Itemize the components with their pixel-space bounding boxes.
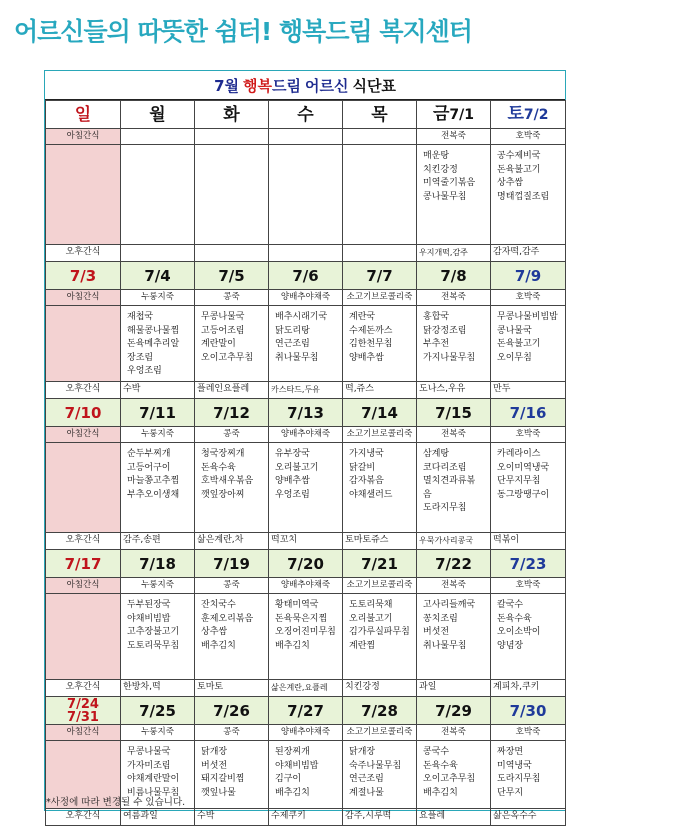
meal-cell <box>343 443 417 533</box>
meal-label-cell <box>46 594 121 680</box>
snack-cell: 플레인요플레 <box>195 382 269 399</box>
lunch-menu-row <box>46 145 566 245</box>
date-cell: 7/13 <box>269 399 343 427</box>
dish-item: 돈육불고기 <box>497 339 541 349</box>
snack-cell <box>269 245 343 262</box>
dish-item: 순두부찌개 <box>127 449 171 459</box>
porridge-cell: 소고기브로콜리죽 <box>343 427 417 443</box>
week-header-row <box>46 697 566 725</box>
dish-item: 배추김치 <box>275 787 310 798</box>
meal-cell <box>269 145 343 245</box>
porridge-cell: 양배추야채죽 <box>269 578 343 594</box>
snack-cell <box>195 245 269 262</box>
porridge-cell: 콩죽 <box>195 290 269 306</box>
week-header-row <box>46 262 566 290</box>
dish-item: 양념장 <box>497 640 524 651</box>
dish-item: 감자볶음 <box>349 476 384 486</box>
dish-item: 버섯전 <box>201 760 228 771</box>
date-cell: 7/7 <box>343 262 417 290</box>
dish-item: 명태껍질조림 <box>497 191 550 202</box>
dish-item: 오리불고기 <box>275 462 319 473</box>
title-month: 7월 <box>214 76 239 95</box>
dish-item: 계란말이 <box>201 339 236 349</box>
porridge-cell: 소고기브로콜리죽 <box>343 725 417 741</box>
dish-item: 고등어구이 <box>127 462 171 473</box>
dish-item: 오리불고기 <box>349 613 393 624</box>
afternoon-snack-row <box>46 680 566 697</box>
date-cell: 7/3 <box>46 262 121 290</box>
week-header-row <box>46 101 566 129</box>
dish-item: 야채비빔밥 <box>275 760 319 771</box>
dish-item: 청국장찌개 <box>201 449 245 459</box>
snack-cell: 떡꼬치 <box>269 533 343 550</box>
dish-item: 해물콩나물찜 <box>127 325 180 336</box>
snack-cell: 도나스,우유 <box>417 382 491 399</box>
snack-cell: 토마토쥬스 <box>343 533 417 550</box>
date-label: 7/31 <box>67 709 99 725</box>
day-name: 토 <box>507 104 524 124</box>
dish-item: 오이소박이 <box>497 627 541 637</box>
dish-item: 무콩나물국 <box>201 312 245 322</box>
porridge-cell: 양배추야채죽 <box>269 427 343 443</box>
snack-cell: 감주,송편 <box>121 533 195 550</box>
dish-item: 콩나물국 <box>497 325 532 336</box>
dish-item: 돼지갈비찜 <box>201 774 245 784</box>
snack-cell: 우지개떡,감주 <box>417 245 491 262</box>
dish-item: 숙주나물무침 <box>349 760 402 771</box>
afternoon-snack-label: 오후간식 <box>46 245 121 262</box>
dish-item: 연근조림 <box>349 774 384 784</box>
date-cell <box>46 697 121 725</box>
dish-item: 짜장면 <box>497 747 524 757</box>
dish-item: 닭개장 <box>349 747 376 757</box>
dish-item: 수제돈까스 <box>349 325 393 336</box>
porridge-cell: 소고기브로콜리죽 <box>343 290 417 306</box>
menu-sheet-title <box>45 71 565 100</box>
porridge-cell <box>121 129 195 145</box>
snack-cell: 수제쿠키 <box>269 809 343 826</box>
date-cell: 7/8 <box>417 262 491 290</box>
date-cell: 7/28 <box>343 697 417 725</box>
dish-item: 취나물무침 <box>275 352 319 363</box>
morning-snack-row <box>46 578 566 594</box>
dish-item: 미역냉국 <box>497 760 532 771</box>
meal-cell <box>491 594 566 680</box>
dish-item: 오이고추무침 <box>423 774 476 784</box>
porridge-cell: 전복죽 <box>417 290 491 306</box>
meal-cell <box>343 306 417 382</box>
porridge-cell: 호박죽 <box>491 725 566 741</box>
snack-cell: 삶은계란,차 <box>195 533 269 550</box>
dish-item: 상추쌈 <box>497 178 524 188</box>
dish-item: 연근조림 <box>275 339 310 349</box>
dish-item: 미역줄기볶음 <box>423 178 476 188</box>
dish-item: 양배추쌈 <box>275 476 310 486</box>
dish-item: 배추김치 <box>275 640 310 651</box>
date-cell: 7/22 <box>417 550 491 578</box>
morning-snack-row <box>46 290 566 306</box>
morning-snack-label: 아침간식 <box>46 427 121 443</box>
afternoon-snack-label: 오후간식 <box>46 680 121 697</box>
snack-cell: 우묵가사리콩국 <box>417 533 491 550</box>
snack-cell <box>343 245 417 262</box>
meal-menu-sheet <box>44 70 566 822</box>
dish-item: 호박새우볶음 <box>201 476 254 486</box>
dish-item: 도토리묵무침 <box>127 640 180 651</box>
meal-cell <box>121 443 195 533</box>
date-cell: 7/17 <box>46 550 121 578</box>
dish-item: 고추장불고기 <box>127 627 180 637</box>
dish-item: 삼계탕 <box>423 449 450 459</box>
day-name-cell <box>491 101 566 129</box>
dish-item: 깻잎장아찌 <box>201 489 245 500</box>
meal-cell <box>417 306 491 382</box>
date-cell: 7/20 <box>269 550 343 578</box>
title-text: 식단표 <box>352 76 396 95</box>
dish-item: 부추전 <box>423 339 450 349</box>
dish-item: 깻잎나물 <box>201 787 236 798</box>
meal-cell <box>417 145 491 245</box>
dish-item: 닭도리탕 <box>275 325 310 336</box>
date-cell: 7/27 <box>269 697 343 725</box>
dish-item: 야채계란말이 <box>127 774 180 784</box>
snack-cell: 수박 <box>195 809 269 826</box>
meal-cell <box>195 145 269 245</box>
porridge-cell: 전복죽 <box>417 578 491 594</box>
dish-item: 배추김치 <box>423 787 458 798</box>
dish-item: 취나물무침 <box>423 640 467 651</box>
date-cell: 7/21 <box>343 550 417 578</box>
meal-menu-table <box>45 100 566 826</box>
dish-item: 멸치견과류볶 <box>423 476 476 486</box>
snack-cell <box>121 245 195 262</box>
page-title: 어르신들의 따뜻한 쉼터! 행복드림 복지센터 <box>14 17 472 46</box>
afternoon-snack-row <box>46 382 566 399</box>
snack-cell: 치킨강정 <box>343 680 417 697</box>
meal-cell <box>195 306 269 382</box>
day-name: 화 <box>223 104 240 125</box>
snack-cell: 감자떡,감주 <box>491 245 566 262</box>
meal-cell <box>121 145 195 245</box>
meal-cell <box>343 145 417 245</box>
dish-item: 칼국수 <box>497 600 524 610</box>
dish-item: 황태미역국 <box>275 600 319 610</box>
snack-cell: 감주,시루떡 <box>343 809 417 826</box>
dish-item: 부추오이생채 <box>127 489 180 500</box>
snack-cell: 떡볶이 <box>491 533 566 550</box>
porridge-cell: 콩죽 <box>195 427 269 443</box>
date-label: 7/1 <box>449 107 475 123</box>
dish-item: 코다리조림 <box>423 462 467 473</box>
meal-cell <box>121 594 195 680</box>
date-cell: 7/5 <box>195 262 269 290</box>
dish-item: 무콩나물국 <box>127 747 171 757</box>
dish-item: 우엉조림 <box>127 366 162 376</box>
date-cell: 7/10 <box>46 399 121 427</box>
porridge-cell <box>195 129 269 145</box>
date-label: 7/24 <box>67 696 99 712</box>
dish-item: 무콩나물비빔밥 <box>497 312 558 322</box>
porridge-cell: 누룽지죽 <box>121 578 195 594</box>
porridge-cell: 누룽지죽 <box>121 427 195 443</box>
porridge-cell: 콩죽 <box>195 725 269 741</box>
dish-item: 도라지무침 <box>497 774 541 784</box>
snack-cell: 카스타드,두유 <box>269 382 343 399</box>
day-name: 수 <box>297 104 314 125</box>
morning-snack-label: 아침간식 <box>46 290 121 306</box>
dish-item: 오징어진미무침 <box>275 627 336 637</box>
dish-item: 단무지무침 <box>497 476 541 486</box>
dish-item: 돈육수육 <box>423 760 458 771</box>
afternoon-snack-row <box>46 245 566 262</box>
dish-item: 훈제오리볶음 <box>201 613 254 624</box>
title-audience: 어르신 <box>304 76 349 95</box>
meal-cell <box>491 145 566 245</box>
day-name: 일 <box>74 104 92 125</box>
porridge-cell: 호박죽 <box>491 290 566 306</box>
meal-label-cell <box>46 306 121 382</box>
day-name-cell <box>121 101 195 129</box>
dish-item: 돈육수육 <box>201 462 236 473</box>
porridge-cell: 양배추야채죽 <box>269 290 343 306</box>
snack-cell: 삶은옥수수 <box>491 809 566 826</box>
date-cell: 7/25 <box>121 697 195 725</box>
snack-cell: 만두 <box>491 382 566 399</box>
title-brand: 행복드림 <box>243 76 301 95</box>
dish-item: 카레라이스 <box>497 449 541 459</box>
dish-item: 고사리들깨국 <box>423 600 476 610</box>
meal-cell <box>269 741 343 809</box>
dish-item: 야채샐러드 <box>349 489 393 500</box>
porridge-cell: 호박죽 <box>491 578 566 594</box>
dish-item: 꽁치조림 <box>423 613 458 624</box>
meal-label-cell <box>46 443 121 533</box>
dish-item: 김가루실파무침 <box>349 627 410 637</box>
meal-cell <box>269 306 343 382</box>
dish-item: 배추시래기국 <box>275 312 328 322</box>
snack-cell: 수박 <box>121 382 195 399</box>
porridge-cell <box>269 129 343 145</box>
week-header-row <box>46 550 566 578</box>
porridge-cell: 누룽지죽 <box>121 290 195 306</box>
porridge-cell: 소고기브로콜리죽 <box>343 578 417 594</box>
morning-snack-label: 아침간식 <box>46 725 121 741</box>
dish-item: 가지나물무침 <box>423 352 476 363</box>
meal-label-cell <box>46 145 121 245</box>
dish-item: 비름나물무침 <box>127 787 180 798</box>
dish-item: 야채비빔밥 <box>127 613 171 624</box>
dish-item: 오이무침 <box>497 352 532 363</box>
meal-cell <box>343 741 417 809</box>
morning-snack-label: 아침간식 <box>46 578 121 594</box>
morning-snack-label: 아침간식 <box>46 129 121 145</box>
afternoon-snack-row <box>46 809 566 826</box>
meal-cell <box>269 443 343 533</box>
dish-item: 오이고추무침 <box>201 352 254 363</box>
meal-cell <box>343 594 417 680</box>
dish-item: 계란국 <box>349 312 376 322</box>
afternoon-snack-label: 오후간식 <box>46 809 121 826</box>
day-name: 월 <box>149 104 166 125</box>
dish-item: 가지냉국 <box>349 449 384 459</box>
date-cell: 7/14 <box>343 399 417 427</box>
dish-item: 닭강정조림 <box>423 325 467 336</box>
porridge-cell: 전복죽 <box>417 725 491 741</box>
day-name: 목 <box>371 104 388 125</box>
dish-item: 우엉조림 <box>275 489 310 500</box>
dish-item: 공수제비국 <box>497 151 541 161</box>
meal-cell <box>121 306 195 382</box>
date-cell: 7/9 <box>491 262 566 290</box>
snack-cell: 여름과일 <box>121 809 195 826</box>
dish-item: 도토리묵채 <box>349 600 393 610</box>
date-cell: 7/18 <box>121 550 195 578</box>
date-cell: 7/12 <box>195 399 269 427</box>
date-cell: 7/26 <box>195 697 269 725</box>
meal-cell <box>417 741 491 809</box>
snack-cell: 떡,쥬스 <box>343 382 417 399</box>
snack-cell: 과일 <box>417 680 491 697</box>
dish-item: 콩국수 <box>423 747 450 757</box>
dish-item: 단무지 <box>497 787 524 798</box>
dish-item: 된장찌개 <box>275 747 310 757</box>
day-name: 금 <box>432 104 450 124</box>
dish-item: 콩나물무침 <box>423 191 467 202</box>
day-name-cell <box>195 101 269 129</box>
dish-item: 닭개장 <box>201 747 228 757</box>
date-cell: 7/23 <box>491 550 566 578</box>
dish-item: 김한천무침 <box>349 339 393 349</box>
afternoon-snack-label: 오후간식 <box>46 533 121 550</box>
dish-item: 배추김치 <box>201 640 236 651</box>
dish-item: 양배추쌈 <box>349 352 384 363</box>
date-cell: 7/30 <box>491 697 566 725</box>
date-cell: 7/11 <box>121 399 195 427</box>
morning-snack-row <box>46 427 566 443</box>
porridge-cell: 호박죽 <box>491 129 566 145</box>
porridge-cell: 전복죽 <box>417 129 491 145</box>
meal-cell <box>491 741 566 809</box>
dish-item: 돈육묵은지찜 <box>275 613 328 624</box>
dish-item: 재첩국 <box>127 312 154 322</box>
snack-cell: 삶은계란,요플레 <box>269 680 343 697</box>
dish-item: 잔치국수 <box>201 600 236 610</box>
dish-item: 홍합국 <box>423 312 450 322</box>
dish-item: 두부된장국 <box>127 600 171 610</box>
porridge-cell: 양배추야채죽 <box>269 725 343 741</box>
date-cell: 7/29 <box>417 697 491 725</box>
dish-item: 계절나물 <box>349 787 384 798</box>
meal-cell <box>195 741 269 809</box>
day-name-cell <box>417 101 491 129</box>
porridge-cell: 누룽지죽 <box>121 725 195 741</box>
dish-item: 마늘쫑고추찜 <box>127 476 180 486</box>
date-cell: 7/4 <box>121 262 195 290</box>
dish-item: 돈육불고기 <box>497 164 541 175</box>
porridge-cell: 호박죽 <box>491 427 566 443</box>
dish-item: 음 <box>423 489 432 500</box>
porridge-cell: 전복죽 <box>417 427 491 443</box>
day-name-cell <box>269 101 343 129</box>
date-cell: 7/6 <box>269 262 343 290</box>
lunch-menu-row <box>46 306 566 382</box>
morning-snack-row <box>46 129 566 145</box>
dish-item: 돈육수육 <box>497 613 532 624</box>
day-name-cell <box>46 101 121 129</box>
dish-item: 치킨강정 <box>423 164 458 175</box>
dish-item: 도라지무침 <box>423 503 467 513</box>
meal-cell <box>195 594 269 680</box>
dish-item: 돈육메추리알 <box>127 339 180 349</box>
date-cell: 7/15 <box>417 399 491 427</box>
dish-item: 김구이 <box>275 774 302 784</box>
footer-note: *사정에 따라 변경될 수 있습니다. <box>46 797 186 808</box>
dish-item: 닭갈비 <box>349 462 376 473</box>
dish-item: 버섯전 <box>423 627 450 637</box>
date-label: 7/2 <box>523 107 549 123</box>
meal-cell <box>417 443 491 533</box>
day-name-cell <box>343 101 417 129</box>
lunch-menu-row <box>46 443 566 533</box>
meal-cell <box>417 594 491 680</box>
date-cell: 7/19 <box>195 550 269 578</box>
meal-cell <box>195 443 269 533</box>
week-header-row <box>46 399 566 427</box>
dish-item: 상추쌈 <box>201 627 228 637</box>
morning-snack-row <box>46 725 566 741</box>
dish-item: 동그랑땡구이 <box>497 489 550 500</box>
dish-item: 장조림 <box>127 352 154 363</box>
dish-item: 유부장국 <box>275 449 310 459</box>
afternoon-snack-row <box>46 533 566 550</box>
meal-cell <box>491 443 566 533</box>
meal-cell <box>491 306 566 382</box>
snack-cell: 요플레 <box>417 809 491 826</box>
snack-cell: 토마토 <box>195 680 269 697</box>
dish-item: 오이미역냉국 <box>497 462 550 473</box>
snack-cell: 한방차,떡 <box>121 680 195 697</box>
snack-cell: 계피차,쿠키 <box>491 680 566 697</box>
dish-item: 계란찜 <box>349 640 376 651</box>
porridge-cell: 콩죽 <box>195 578 269 594</box>
dish-item: 가자미조림 <box>127 760 171 771</box>
dish-item: 매운탕 <box>423 151 450 161</box>
afternoon-snack-label: 오후간식 <box>46 382 121 399</box>
meal-cell <box>269 594 343 680</box>
porridge-cell <box>343 129 417 145</box>
dish-item: 고등어조림 <box>201 325 245 336</box>
lunch-menu-row <box>46 594 566 680</box>
date-cell: 7/16 <box>491 399 566 427</box>
